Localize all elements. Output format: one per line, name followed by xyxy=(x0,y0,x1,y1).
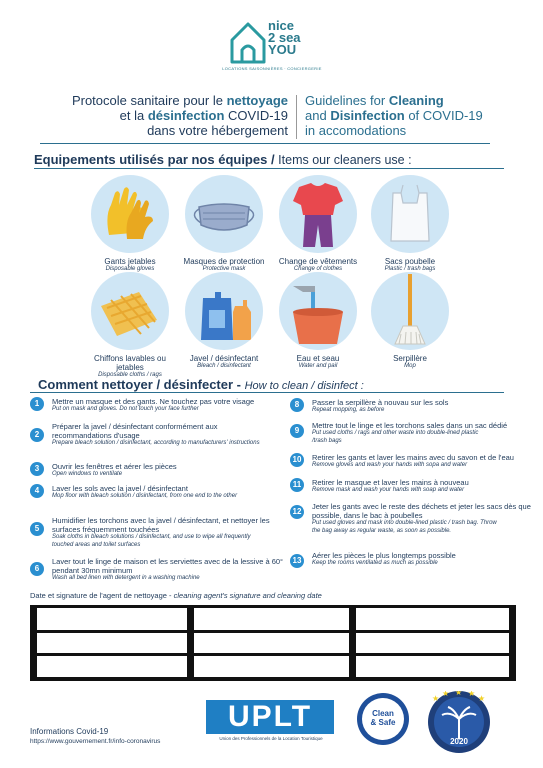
step-text-fr: Préparer la javel / désinfectant conformément aux recommandations d'usage xyxy=(52,422,218,440)
signature-cell[interactable] xyxy=(356,633,509,653)
step-text-en: Open windows to ventilate xyxy=(52,471,123,477)
bucket-icon xyxy=(279,272,357,350)
step-text-en: Keep the rooms ventilated as much as possible xyxy=(312,560,438,566)
covid-info-title: Informations Covid-19 xyxy=(30,727,109,736)
equipment-item xyxy=(362,272,458,370)
signature-cell[interactable] xyxy=(194,633,349,653)
signature-table xyxy=(30,605,516,681)
clean-safe-inner xyxy=(362,698,404,740)
signature-cell[interactable] xyxy=(194,608,349,630)
signature-cell[interactable] xyxy=(37,633,187,653)
step-number: 2 xyxy=(30,428,44,442)
item-label: Serpillère xyxy=(393,354,427,363)
howto-rule xyxy=(30,392,504,393)
step-text-fr: Jeter les gants avec le reste des déchets et jeter les sacs dès que possible, dans le bac à poubelles xyxy=(312,502,531,520)
item-sublabel: Disposable gloves xyxy=(105,266,155,272)
logo-wordmark xyxy=(268,20,301,56)
step-text-en: Remove mask and wash your hands with soap and water xyxy=(312,487,465,493)
item-label: Change de vêtements xyxy=(278,257,358,266)
logo-subtitle: LOCATIONS SAISONNIÈRES · CONCIERGERIE xyxy=(222,66,322,71)
covid-info-link[interactable]: https://www.gouvernement.fr/info-coronavirus xyxy=(30,738,161,745)
item-label: Masques de protection xyxy=(183,257,265,266)
trash-bag-icon xyxy=(371,175,449,253)
step-text-fr: Aérer les pièces le plus longtemps possible xyxy=(312,551,456,560)
svg-text:★: ★ xyxy=(468,691,476,698)
step-text-en: Soak cloths in bleach solutions / disinfectant, and use to wipe all frequently touched areas and toilet surfaces xyxy=(52,534,251,548)
step-text-en: Repeat mopping, as before xyxy=(312,407,385,413)
mask-icon xyxy=(185,175,263,253)
step-item xyxy=(290,551,530,568)
svg-text:★: ★ xyxy=(478,694,486,703)
signature-cell[interactable] xyxy=(356,656,509,677)
item-sublabel: Plastic / trash bags xyxy=(384,266,436,272)
item-label: Eau et seau xyxy=(296,354,340,363)
equipment-item xyxy=(270,175,366,273)
step-number: 9 xyxy=(290,424,304,438)
equipment-item xyxy=(82,272,178,379)
equipment-item xyxy=(270,272,366,370)
step-number: 6 xyxy=(30,562,44,576)
step-number: 1 xyxy=(30,397,44,411)
step-text-en: Mop floor with bleach solution / disinfectant, from one end to the other xyxy=(52,493,238,499)
step-text-fr: Humidifier les torchons avec la javel / désinfectant, et nettoyer les surfaces fréquemment touchées xyxy=(52,516,270,534)
bleach-icon xyxy=(185,272,263,350)
equipment-item xyxy=(176,272,272,370)
step-item xyxy=(30,422,270,448)
clean-safe-text-1: Clean xyxy=(372,709,394,718)
cloth-icon xyxy=(91,272,169,350)
title-french: Protocole sanitaire pour le nettoyage et la désinfection COVID-19 dans votre hébergement xyxy=(71,93,288,138)
step-text-fr: Laver tout le linge de maison et les serviettes avec de la lessive à 60° pendant 30mn minimum xyxy=(52,557,284,575)
step-text-fr: Retirer le masque et laver les mains à nouveau xyxy=(312,478,469,487)
uplt-wordmark: UPLT xyxy=(206,700,334,734)
clothes-icon xyxy=(279,175,357,253)
award-year: 2020 xyxy=(450,737,468,746)
item-label: Sacs poubelle xyxy=(384,257,436,266)
title-rule xyxy=(40,143,490,144)
step-number: 11 xyxy=(290,478,304,492)
step-item xyxy=(290,398,530,415)
title-divider xyxy=(296,95,297,139)
title-english: Guidelines for Cleaning and Disinfection of COVID-19 in accomodations xyxy=(305,93,483,138)
logo-line-1: nice xyxy=(268,18,295,33)
clean-safe-badge xyxy=(357,693,409,745)
step-text-en: Prepare bleach solution / disinfectant, according to manufacturers' instructions xyxy=(52,440,260,446)
step-text-fr: Passer la serpillère à nouvau sur les sols xyxy=(312,398,449,407)
logo-line-3: YOU xyxy=(268,42,297,57)
equipment-item xyxy=(82,175,178,273)
step-text-fr: Laver les sols avec la javel / désinfectant xyxy=(52,484,188,493)
logo-line-2: 2 sea xyxy=(268,30,301,45)
step-text-fr: Mettre tout le linge et les torchons sales dans un sac dédié xyxy=(312,421,508,430)
signature-cell[interactable] xyxy=(37,656,187,677)
gloves-icon xyxy=(91,175,169,253)
step-item xyxy=(30,484,270,501)
step-text-fr: Mettre un masque et des gants. Ne touchez pas votre visage xyxy=(52,397,255,406)
item-sublabel: Protective mask xyxy=(202,266,246,272)
item-sublabel: Mop xyxy=(404,363,416,369)
step-item xyxy=(30,557,284,583)
item-label: Javel / désinfectant xyxy=(189,354,259,363)
step-text-fr: Ouvrir les fenêtres et aérer les pièces xyxy=(52,462,177,471)
signature-label: Date et signature de l'agent de nettoyage - cleaning agent's signature and cleaning date xyxy=(30,591,322,600)
step-item xyxy=(290,453,530,470)
svg-text:★: ★ xyxy=(432,694,440,703)
step-text-en: Wash all bed linen with detergent in a washing machine xyxy=(52,575,200,581)
item-sublabel: Disposable cloths / rags xyxy=(98,372,162,378)
step-item xyxy=(290,502,530,535)
step-item xyxy=(290,478,530,495)
step-item xyxy=(30,516,270,549)
signature-cell[interactable] xyxy=(37,608,187,630)
step-text-en: Put used gloves and mask into double-lined plastic / trash bag. Throw the bag away as regular waste, as soon as possible. xyxy=(312,520,497,534)
equipment-rule xyxy=(34,168,504,169)
step-text-en: Remove gloves and wash your hands with sopa and water xyxy=(312,462,468,468)
covid-info xyxy=(30,727,160,747)
svg-text:★: ★ xyxy=(455,691,463,697)
step-text-fr: Retirer les gants et laver les mains avec du savon et de l'eau xyxy=(312,453,514,462)
step-text-en: Put used cloths / rags and other waste into double-lined plastic /trash bags xyxy=(312,430,479,444)
step-item xyxy=(290,421,530,445)
signature-cell[interactable] xyxy=(194,656,349,677)
award-badge xyxy=(428,691,490,753)
mop-icon xyxy=(371,272,449,350)
step-number: 13 xyxy=(290,554,304,568)
item-sublabel: Water and pail xyxy=(298,363,338,369)
step-number: 5 xyxy=(30,522,44,536)
step-item xyxy=(30,397,270,414)
svg-text:★: ★ xyxy=(442,691,450,698)
item-sublabel: Bleach / disinfectant xyxy=(197,363,251,369)
clean-safe-text-2: & Safe xyxy=(370,718,396,727)
equipment-item xyxy=(362,175,458,273)
item-label: Chiffons lavables ou jetables xyxy=(94,354,166,372)
step-item xyxy=(30,462,270,479)
step-text-en: Put on mask and gloves. Do not touch your face further xyxy=(52,406,199,412)
equipment-heading: Equipements utilisés par nos équipes / Items our cleaners use : xyxy=(34,152,412,167)
equipment-item xyxy=(176,175,272,273)
uplt-logo xyxy=(206,700,336,746)
step-number: 12 xyxy=(290,505,304,519)
uplt-subtitle: Union des Professionnels de la Location Touristique xyxy=(219,736,323,741)
item-sublabel: Change of clothes xyxy=(293,266,343,272)
howto-heading: Comment nettoyer / désinfecter - How to clean / disinfect : xyxy=(38,377,364,392)
step-number: 8 xyxy=(290,398,304,412)
item-label: Gants jetables xyxy=(104,257,156,266)
step-number: 4 xyxy=(30,484,44,498)
signature-cell[interactable] xyxy=(356,608,509,630)
step-number: 3 xyxy=(30,462,44,476)
step-number: 10 xyxy=(290,453,304,467)
